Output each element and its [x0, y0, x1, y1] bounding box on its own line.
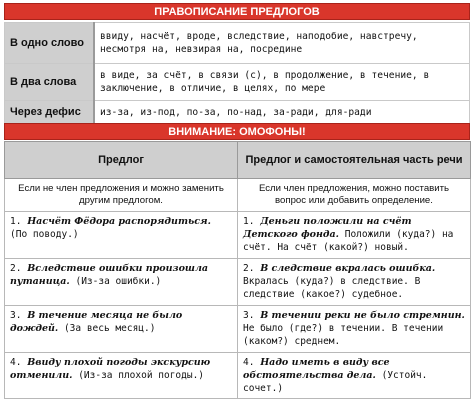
row-value: ввиду, насчёт, вроде, вследствие, наподобие, навстречу, несмотря на, невзирая на, посредине: [94, 23, 470, 64]
example-explanation: (По поводу.): [10, 229, 79, 240]
row-label: Через дефис: [5, 101, 95, 124]
example-number: 2.: [10, 263, 22, 274]
header-row: [5, 142, 471, 179]
example-sentence: В течении реки не было стремнин.: [260, 310, 465, 321]
example-row: [5, 353, 471, 399]
example-cell: [5, 306, 238, 353]
example-number: 3.: [10, 310, 22, 321]
example-explanation: Вкралась (куда?) в следствие. В следствие (какое?) судебное.: [243, 276, 421, 300]
table-row: [5, 64, 470, 101]
example-explanation: (За весь месяц.): [63, 323, 156, 334]
example-sentence: В течение месяца не было дождей.: [10, 310, 183, 334]
description-row: [5, 179, 471, 212]
example-sentence: В следствие вкралась ошибка.: [260, 263, 436, 274]
example-number: 4.: [243, 357, 255, 368]
table-row: [5, 101, 470, 124]
example-number: 2.: [243, 263, 255, 274]
row-label: В одно слово: [5, 23, 95, 64]
example-explanation: (Из-за ошибки.): [75, 276, 162, 287]
row-value: из-за, из-под, по-за, по-над, за-ради, для-ради: [94, 101, 470, 124]
example-cell: [5, 259, 238, 306]
column-header-part-of-speech: Предлог и самостоятельная часть речи: [238, 142, 471, 179]
example-cell: [238, 353, 471, 399]
row-value: в виде, за счёт, в связи (с), в продолжение, в течение, в заключение, в отличие, в целях, по мере: [94, 64, 470, 101]
example-sentence: Деньги положили на счёт Детского фонда.: [243, 216, 412, 240]
example-number: 1.: [243, 216, 255, 227]
example-row: [5, 259, 471, 306]
example-cell: [238, 306, 471, 353]
example-cell: [5, 353, 238, 399]
example-explanation: (Устойч. сочет.): [243, 370, 428, 394]
row-label: В два слова: [5, 64, 95, 101]
example-sentence: Надо иметь в виду все обстоятельства дела.: [243, 357, 390, 381]
example-cell: [238, 212, 471, 259]
example-explanation: Положили (куда?) на счёт. На счёт (какой?) новый.: [243, 229, 454, 253]
example-cell: [5, 212, 238, 259]
description-cell: Если член предложения, можно поставить вопрос или добавить определение.: [238, 179, 471, 212]
homophones-table: [4, 141, 471, 399]
prepositions-table: [4, 22, 470, 124]
example-explanation: Не было (где?) в течении. В течении (каком?) среднем.: [243, 323, 444, 347]
example-sentence: Насчёт Фёдора распорядиться.: [27, 216, 211, 227]
example-number: 1.: [10, 216, 22, 227]
example-sentence: Ввиду плохой погоды экскурсию отменили.: [10, 357, 211, 381]
section-title-homophones: ВНИМАНИЕ: ОМОФОНЫ!: [4, 123, 470, 140]
table-row: [5, 23, 470, 64]
section-title-prepositions: ПРАВОПИСАНИЕ ПРЕДЛОГОВ: [4, 3, 470, 20]
example-explanation: (Из-за плохой погоды.): [78, 370, 205, 381]
example-number: 3.: [243, 310, 255, 321]
description-cell: Если не член предложения и можно заменить другим предлогом.: [5, 179, 238, 212]
example-cell: [238, 259, 471, 306]
example-row: [5, 306, 471, 353]
column-header-preposition: Предлог: [5, 142, 238, 179]
example-row: [5, 212, 471, 259]
example-number: 4.: [10, 357, 22, 368]
example-sentence: Вследствие ошибки произошла путаница.: [10, 263, 209, 287]
